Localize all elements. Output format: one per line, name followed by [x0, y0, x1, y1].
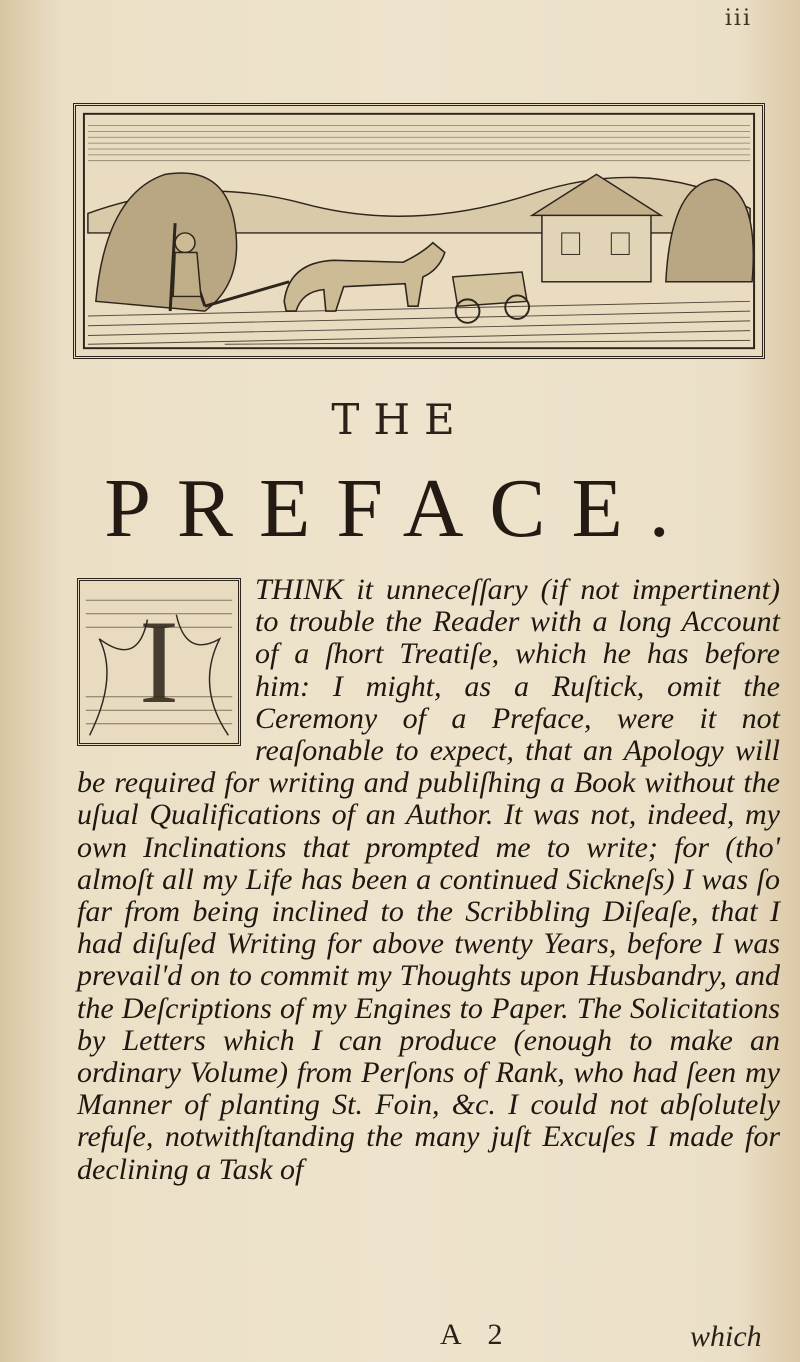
preface-text-block [77, 574, 780, 1186]
ploughing-scene-icon [76, 106, 762, 356]
signature-mark: A 2 [440, 1318, 513, 1351]
heading-the: THE [331, 395, 469, 444]
catchword: which [690, 1320, 762, 1353]
headpiece-engraving [73, 103, 765, 359]
page-number: iii [724, 6, 752, 31]
heading-preface: PREFACE. [104, 462, 696, 555]
decorated-initial [77, 578, 241, 746]
initial-letter: I [139, 594, 179, 728]
preface-body-text: THINK it unneceſſary (if not impertinent) to trouble the Reader with a long Account of a ſhort Treatiſe, which he has before him: I might, as a Ruſtick, omit the Ceremony of a Preface, were it not reaſonable to expect, that an Apology will be required for writing and publiſhing a Book without the uſual Qualifications of an Author. It was not, indeed, my own Inclinations that prompted me to write; for (tho' almoſt all my Life has been a continued Sickneſs) I was ſo far from being inclined to the Scribbling Diſeaſe, that I had diſuſed Writing for above twenty Years, before I was prevail'd on to commit my Thoughts upon Husbandry, and the Deſcriptions of my Engines to Paper. The Solicitations by Letters which I can produce (enough to make an ordinary Volume) from Perſons of Rank, who had ſeen my Manner of planting St. Foin, &c. I could not abſolutely refuſe, notwithſtanding the many juſt Excuſes I made for declining a Task of [77, 573, 780, 1186]
